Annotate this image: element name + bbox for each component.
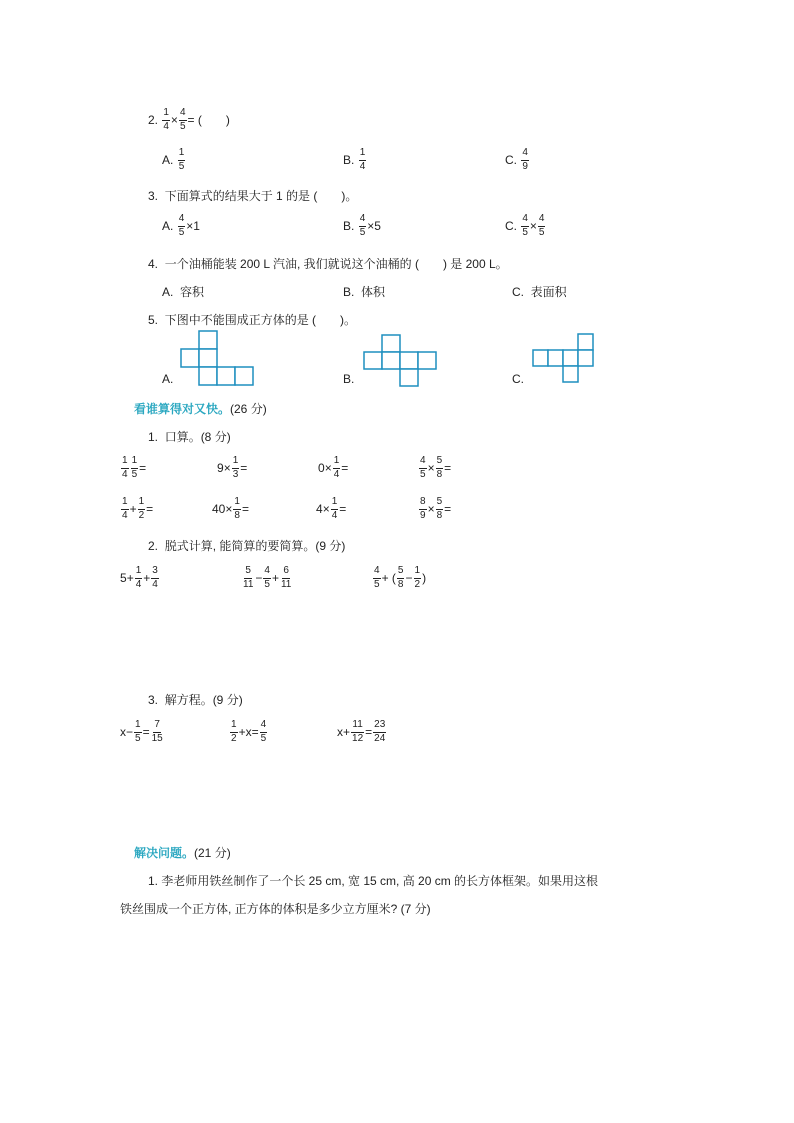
word-problem-line-2: 铁丝围成一个正方体, 正方体的体积是多少立方厘米? (7 分): [120, 902, 431, 916]
fraction: [359, 214, 367, 238]
fraction: [373, 566, 381, 590]
denominator: 5: [131, 468, 138, 480]
denominator: 9: [420, 509, 426, 521]
math-token: ×: [427, 461, 435, 475]
math-token: x: [120, 725, 126, 739]
net-square: [217, 367, 235, 385]
text: 1.: [148, 430, 159, 444]
numerator: 4: [263, 566, 271, 579]
fraction: [521, 148, 529, 172]
answer-blank: ( ): [197, 113, 230, 127]
section-heading-problem-solving: [134, 847, 231, 859]
denominator: 12: [352, 732, 364, 744]
numerator: 4: [373, 566, 381, 579]
text: B.: [343, 285, 355, 299]
math-token: ×1: [186, 219, 200, 233]
denominator: 5: [179, 120, 186, 132]
math-token: =: [241, 502, 249, 516]
fraction: [436, 456, 444, 480]
numerator: 4: [521, 214, 529, 227]
net-square: [199, 349, 217, 367]
fraction: [414, 566, 422, 590]
fraction: [230, 720, 238, 744]
numerator: 4: [260, 720, 268, 733]
fraction: [333, 456, 341, 480]
math-token: =: [339, 502, 347, 516]
numerator: 1: [121, 497, 129, 510]
fraction: [178, 148, 186, 172]
net-square: [548, 350, 563, 366]
fraction: [436, 497, 444, 521]
fraction: [373, 720, 386, 744]
text: 下图中不能围成正方体的是 ( )。: [164, 313, 357, 327]
math-token: +: [143, 571, 151, 585]
fraction: [131, 456, 139, 480]
math-token: =: [444, 461, 452, 475]
text: 3.: [148, 693, 159, 707]
math-token: +: [129, 502, 137, 516]
q2-question: [148, 108, 230, 132]
text: 解方程。(9 分): [164, 693, 243, 707]
q2-option-a[interactable]: [162, 148, 186, 172]
numerator: 4: [538, 214, 546, 227]
q3-question: [148, 190, 357, 202]
denominator: 5: [178, 160, 185, 172]
math-token: ×5: [367, 219, 381, 233]
fraction: [419, 497, 427, 521]
text: 4.: [148, 257, 159, 271]
net-square: [400, 352, 418, 369]
denominator: 8: [397, 578, 404, 590]
math-token: B.: [343, 153, 355, 167]
math-token: ×: [427, 502, 435, 516]
text: 2.: [148, 539, 159, 553]
section-heading-calculation: [134, 403, 267, 415]
text: C.: [512, 285, 524, 299]
oral-calc-heading: [148, 431, 231, 443]
math-token: (: [391, 571, 396, 585]
denominator: 4: [163, 120, 169, 132]
numerator: 3: [151, 566, 159, 579]
fraction: [359, 148, 367, 172]
oral-calc-5: [120, 497, 153, 521]
fraction: [121, 456, 129, 480]
math-token: 9: [217, 461, 224, 475]
text: 下面算式的结果大于 1 的是 ( )。: [164, 189, 358, 203]
numerator: 1: [359, 148, 367, 161]
numerator: 4: [179, 108, 187, 121]
fraction: [134, 720, 142, 744]
q3-option-a[interactable]: [162, 214, 200, 238]
numerator: 5: [436, 456, 444, 469]
oral-calc-1: [120, 456, 146, 480]
q4-option-a[interactable]: [162, 286, 204, 298]
denominator: 5: [522, 226, 528, 238]
fraction: [351, 720, 364, 744]
denominator: 4: [331, 509, 338, 521]
denominator: 5: [538, 226, 545, 238]
fraction: [521, 214, 529, 238]
math-token: 4: [316, 502, 323, 516]
text: 看谁算得对又快。: [134, 402, 231, 416]
denominator: 8: [436, 509, 443, 521]
math-token: +: [343, 725, 351, 739]
oral-calc-3: [318, 456, 348, 480]
numerator: 1: [333, 456, 341, 469]
oral-calc-4: [418, 456, 451, 480]
denominator: 9: [522, 160, 528, 172]
denominator: 5: [359, 226, 366, 238]
net-square: [578, 350, 593, 366]
q3-option-b[interactable]: [343, 214, 381, 238]
net-square: [400, 369, 418, 386]
numerator: 4: [521, 148, 529, 161]
numerator: 1: [233, 497, 241, 510]
oral-calc-6: [212, 497, 249, 521]
denominator: 4: [122, 468, 128, 480]
text: 体积: [361, 285, 386, 299]
denominator: 2: [138, 509, 145, 521]
fraction: [280, 566, 292, 590]
q2-option-c[interactable]: [505, 148, 530, 172]
equation-1: [120, 720, 165, 744]
fraction: [538, 214, 546, 238]
denominator: 8: [234, 509, 240, 521]
math-token: −: [255, 571, 263, 585]
oral-calc-2: [217, 456, 247, 480]
net-square: [563, 350, 578, 366]
equation-3: [337, 720, 387, 744]
denominator: 3: [232, 468, 239, 480]
net-square: [235, 367, 253, 385]
fraction: [179, 108, 187, 132]
net-square: [533, 350, 548, 366]
denominator: 5: [178, 226, 185, 238]
denominator: 4: [152, 578, 158, 590]
q4-option-b[interactable]: [343, 286, 385, 298]
cube-net-b[interactable]: [363, 334, 439, 388]
math-token: =: [139, 461, 147, 475]
numerator: 4: [419, 456, 427, 469]
q4-question: [148, 258, 508, 270]
oral-calc-7: [316, 497, 346, 521]
math-token: B.: [343, 219, 355, 233]
math-token: ×: [529, 219, 537, 233]
equation-heading: [148, 694, 243, 706]
equation-2: [229, 720, 268, 744]
denominator: 5: [264, 578, 270, 590]
math-token: =: [444, 502, 452, 516]
math-token: ): [422, 571, 427, 585]
text: 脱式计算, 能简算的要简算。(9 分): [164, 539, 346, 553]
math-token: ×: [223, 461, 231, 475]
denominator: 5: [135, 732, 141, 744]
math-token: =: [146, 502, 154, 516]
numerator: 5: [436, 497, 444, 510]
denominator: 4: [359, 160, 366, 172]
numerator: 23: [373, 720, 386, 733]
math-token: =: [341, 461, 349, 475]
numerator: 4: [359, 214, 367, 227]
denominator: 5: [420, 468, 426, 480]
net-square: [382, 335, 400, 352]
math-token: x: [245, 725, 252, 739]
denominator: 8: [436, 468, 443, 480]
math-token: C.: [505, 219, 517, 233]
net-square: [382, 352, 400, 369]
math-token: 40: [212, 502, 226, 516]
math-token: ×: [225, 502, 233, 516]
fraction: [233, 497, 241, 521]
math-token: A.: [162, 219, 174, 233]
net-square: [199, 367, 217, 385]
fraction: [331, 497, 339, 521]
net-square: [364, 352, 382, 369]
numerator: 1: [162, 108, 170, 121]
text: 解决问题。: [134, 846, 195, 860]
net-square: [181, 349, 199, 367]
net-square: [199, 331, 217, 349]
numerator: 1: [135, 566, 143, 579]
math-token: +: [271, 571, 279, 585]
fraction: [260, 720, 268, 744]
text: (26 分): [230, 402, 267, 416]
q4-option-c[interactable]: [512, 286, 567, 298]
fraction: [232, 456, 240, 480]
numerator: 1: [138, 497, 146, 510]
cube-net-a[interactable]: [180, 330, 256, 386]
net-square: [563, 366, 578, 382]
math-token: +: [238, 725, 246, 739]
denominator: 11: [280, 578, 292, 590]
math-token: 5: [120, 571, 127, 585]
numerator: 1: [178, 148, 186, 161]
text: A.: [162, 285, 174, 299]
oral-calc-8: [418, 497, 451, 521]
math-token: =: [251, 725, 259, 739]
denominator: 5: [374, 578, 380, 590]
fraction: [162, 108, 170, 132]
numerator: 5: [244, 566, 252, 579]
numerator: 1: [331, 497, 339, 510]
fraction: [121, 497, 129, 521]
numerator: 4: [178, 214, 186, 227]
denominator: 2: [414, 578, 421, 590]
math-token: =: [187, 113, 195, 127]
fraction: [151, 566, 159, 590]
math-token: x: [337, 725, 343, 739]
step-calc-heading: [148, 540, 345, 552]
fraction: [263, 566, 271, 590]
numerator: 1: [121, 456, 129, 469]
fraction: [419, 456, 427, 480]
fraction: [135, 566, 143, 590]
denominator: 15: [151, 732, 163, 744]
q5-question: [148, 314, 356, 326]
numerator: 1: [230, 720, 238, 733]
math-token: C.: [505, 153, 517, 167]
text: 5.: [148, 313, 159, 327]
net-square: [578, 334, 593, 350]
denominator: 4: [135, 578, 142, 590]
fraction: [178, 214, 186, 238]
math-token: −: [405, 571, 413, 585]
math-token: ×: [170, 113, 178, 127]
numerator: 5: [397, 566, 405, 579]
net-square: [418, 352, 436, 369]
q2-option-b[interactable]: [343, 148, 367, 172]
numerator: 1: [414, 566, 422, 579]
numerator: 1: [232, 456, 240, 469]
math-token: 0: [318, 461, 325, 475]
q5-option-a-label: A.: [162, 372, 174, 386]
math-token: A.: [162, 153, 174, 167]
text: 表面积: [530, 285, 567, 299]
numerator: 1: [131, 456, 139, 469]
text: 一个油桶能装 200 L 汽油, 我们就说这个油桶的 ( ) 是 200 L。: [164, 257, 508, 271]
q5-option-c-label: C.: [512, 372, 524, 386]
step-calc-2: [241, 566, 293, 590]
denominator: 11: [243, 578, 254, 590]
text: 3.: [148, 189, 159, 203]
math-token: =: [240, 461, 248, 475]
numerator: 11: [351, 720, 363, 733]
fraction: [242, 566, 254, 590]
text: 容积: [180, 285, 205, 299]
math-token: ×: [322, 502, 330, 516]
math-token: −: [126, 725, 134, 739]
fraction: [138, 497, 146, 521]
denominator: 4: [122, 509, 128, 521]
math-token: +: [381, 571, 389, 585]
numerator: 6: [282, 566, 290, 579]
fraction: [397, 566, 405, 590]
fraction: [151, 720, 164, 744]
denominator: 5: [260, 732, 267, 744]
math-token: =: [142, 725, 150, 739]
word-problem-line-1: 1. 李老师用铁丝制作了一个长 25 cm, 宽 15 cm, 高 20 cm 的长方体框架。如果用这根: [148, 874, 599, 888]
denominator: 2: [231, 732, 237, 744]
math-token: +: [126, 571, 134, 585]
cube-net-c[interactable]: [532, 333, 598, 385]
math-token: ×: [324, 461, 332, 475]
text: (21 分): [194, 846, 231, 860]
denominator: 24: [374, 732, 386, 744]
step-calc-3: [372, 566, 426, 590]
numerator: 1: [134, 720, 142, 733]
numerator: 7: [153, 720, 161, 733]
q5-option-b-label: B.: [343, 372, 355, 386]
numerator: 8: [419, 497, 427, 510]
q3-option-c[interactable]: [505, 214, 546, 238]
denominator: 4: [333, 468, 340, 480]
math-token: =: [365, 725, 373, 739]
q2-number: 2.: [148, 113, 159, 127]
step-calc-1: [120, 566, 160, 590]
text: 口算。(8 分): [164, 430, 231, 444]
